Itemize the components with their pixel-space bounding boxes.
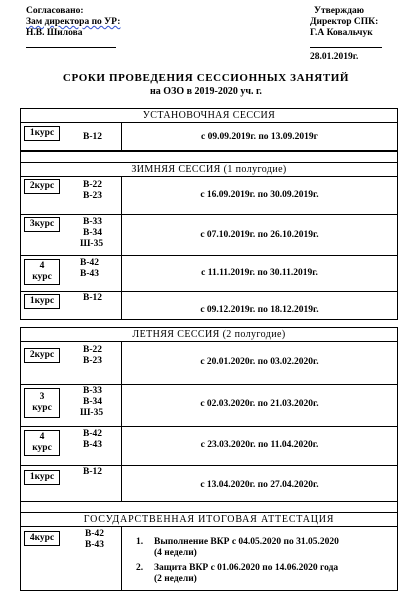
session-dates: с 11.11.2019г. по 30.11.2019г. (201, 268, 318, 278)
session-dates: с 09.12.2019г. по 18.12.2019г. (200, 305, 319, 315)
group-code: В-33 (83, 217, 102, 227)
gia-stages-list (136, 537, 339, 585)
group-code: В-22 (83, 345, 102, 355)
group-list (83, 345, 102, 367)
course-badge: 2курс (24, 348, 60, 363)
course-badge: 1курс (24, 470, 60, 485)
document-subtitle: на ОЗО в 2019-2020 уч. г. (150, 86, 262, 97)
session-dates: с 13.04.2020г. по 27.04.2020г. (200, 480, 319, 490)
schedule-table-second-half (20, 327, 398, 591)
group-list (83, 180, 102, 202)
group-list (80, 258, 99, 280)
group-code: В-33 (83, 386, 102, 396)
table-row (21, 342, 397, 385)
group-list (83, 467, 102, 478)
section-heading-install: УСТАНОВОЧНАЯ СЕССИЯ (21, 108, 397, 123)
approval-signature-line (26, 47, 116, 48)
session-dates: с 20.01.2020г. по 03.02.2020г. (200, 357, 319, 367)
group-code: В-43 (83, 440, 102, 450)
table-row (21, 177, 397, 215)
spacer-row (21, 502, 397, 513)
director-signature-line (310, 47, 382, 48)
director-name: Г.А Ковальчук (310, 28, 373, 38)
session-dates: с 09.09.2019г. по 13.09.2019г (201, 132, 318, 142)
table-row (21, 292, 397, 320)
group-code: В-23 (83, 356, 102, 366)
group-code: В-22 (83, 180, 102, 190)
course-badge: 2курс (24, 179, 60, 194)
group-code: Ш-35 (80, 239, 104, 249)
group-list (80, 217, 104, 250)
group-list (83, 132, 102, 143)
list-item: 2. Защита ВКР с 01.06.2020 по 14.06.2020 года (2 недели) (136, 563, 339, 584)
deputy-director-name: Н.В. Шилова (26, 28, 83, 38)
course-badge: 3 курс (24, 388, 60, 418)
table-row (21, 215, 397, 256)
session-dates: с 07.10.2019г. по 26.10.2019г. (200, 230, 319, 240)
group-list (83, 293, 102, 304)
table-row (21, 385, 397, 427)
table-row (21, 527, 397, 591)
course-badge: 4 курс (24, 259, 60, 285)
course-badge: 3курс (24, 217, 60, 232)
group-code: В-34 (83, 228, 102, 238)
group-code: В-12 (83, 467, 102, 477)
group-code: В-42 (85, 529, 104, 539)
course-badge: 4 курс (24, 430, 60, 456)
course-badge: 1курс (24, 294, 60, 309)
table-row (21, 256, 397, 292)
session-dates: с 23.03.2020г. по 11.04.2020г. (200, 440, 319, 450)
group-code: В-42 (83, 429, 102, 439)
group-code: В-43 (80, 269, 99, 279)
section-heading-summer: ЛЕТНЯЯ СЕССИЯ (2 полугодие) (21, 327, 397, 342)
confirm-label: Утверждаю (314, 6, 364, 16)
course-badge: 4курс (24, 531, 60, 546)
table-row (21, 427, 397, 466)
table-row (21, 466, 397, 502)
group-code: В-42 (80, 258, 99, 268)
session-dates: с 02.03.2020г. по 21.03.2020г. (200, 399, 319, 409)
table-row (21, 123, 397, 152)
group-list (80, 386, 104, 419)
director-label: Директор СПК: (310, 17, 379, 27)
group-code: Ш-35 (80, 408, 104, 418)
group-list (83, 429, 102, 451)
section-heading-gia: ГОСУДАРСТВЕННАЯ ИТОГОВАЯ АТТЕСТАЦИЯ (21, 513, 397, 527)
schedule-table-first-half (20, 108, 398, 320)
deputy-director-label: Зам директора по УР: (26, 17, 121, 27)
list-item: 1. Выполнение ВКР с 04.05.2020 по 31.05.2020 (4 недели) (136, 537, 339, 558)
section-heading-winter: ЗИМНЯЯ СЕССИЯ (1 полугодие) (21, 163, 397, 177)
group-code: В-12 (83, 132, 102, 142)
approval-label: Согласовано: (26, 6, 84, 16)
group-code: В-43 (85, 540, 104, 550)
group-list (85, 529, 104, 551)
spacer-row (21, 152, 397, 163)
group-code: В-23 (83, 191, 102, 201)
approval-block (26, 6, 120, 39)
approval-date: 28.01.2019г. (310, 52, 359, 62)
session-dates: с 16.09.2019г. по 30.09.2019г. (200, 190, 319, 200)
document-title: СРОКИ ПРОВЕДЕНИЯ СЕССИОННЫХ ЗАНЯТИЙ (62, 72, 350, 84)
group-code: В-12 (83, 293, 102, 303)
course-badge: 1курс (24, 126, 60, 141)
group-code: В-34 (83, 397, 102, 407)
confirm-block (310, 6, 378, 39)
